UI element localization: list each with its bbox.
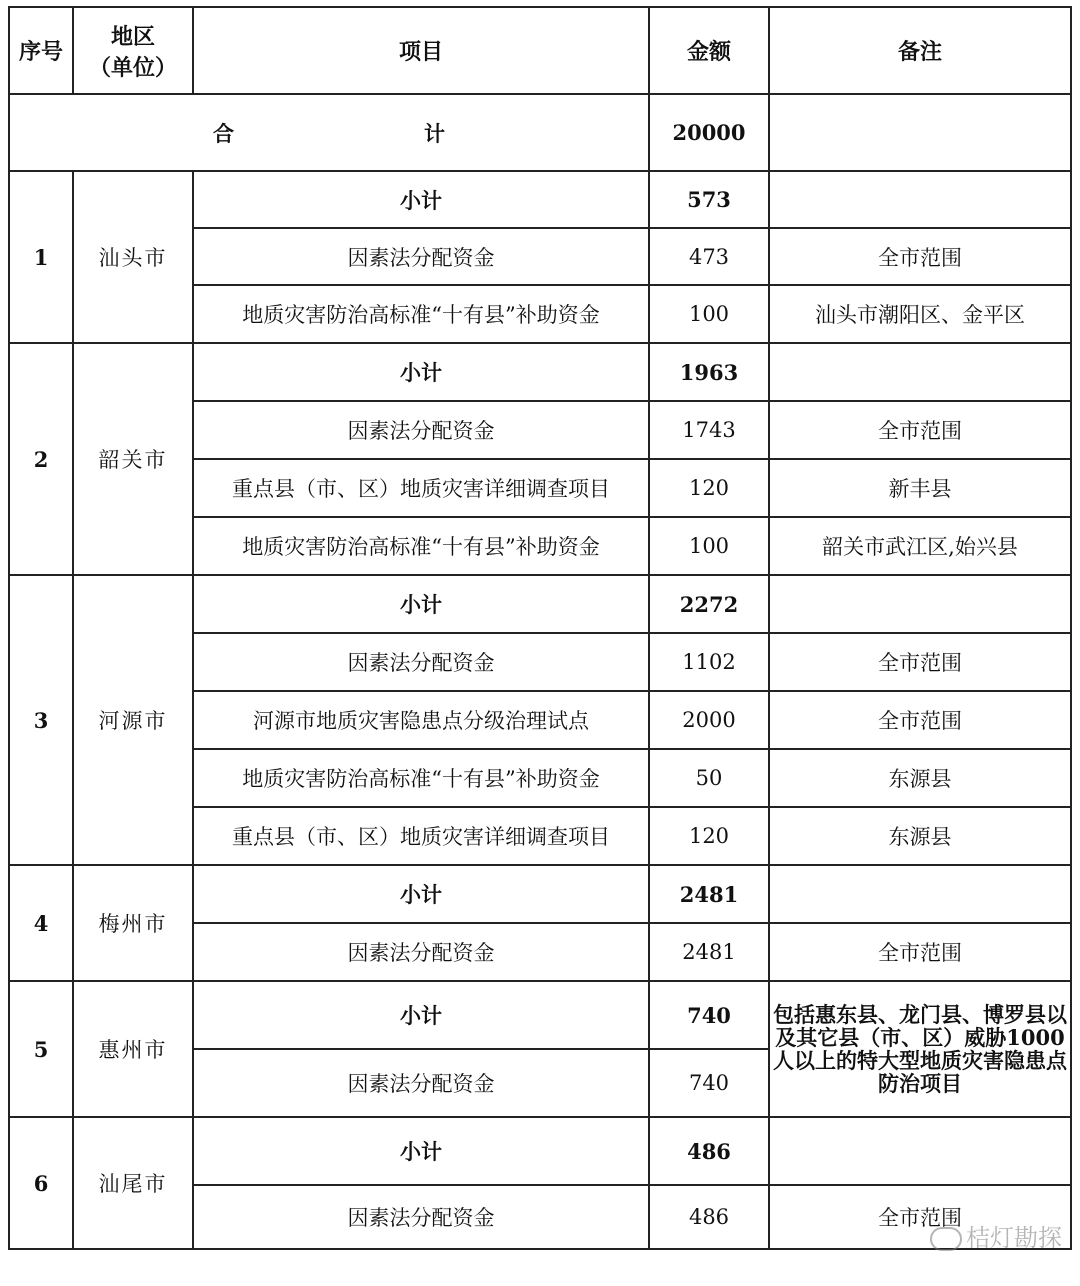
row-number: 4	[9, 865, 73, 981]
note-cell: 东源县	[769, 749, 1071, 807]
amount-cell: 2481	[649, 865, 769, 923]
item-cell: 小计	[193, 981, 649, 1049]
item-cell: 重点县（市、区）地质灾害详细调查项目	[193, 807, 649, 865]
total-note	[769, 94, 1071, 171]
item-cell: 小计	[193, 171, 649, 228]
total-label-b: 计	[424, 120, 445, 146]
amount-cell: 473	[649, 228, 769, 285]
total-row	[9, 94, 1071, 171]
item-cell: 因素法分配资金	[193, 228, 649, 285]
amount-cell: 100	[649, 517, 769, 575]
amount-cell: 2272	[649, 575, 769, 633]
note-cell: 全市范围	[769, 401, 1071, 459]
item-cell: 地质灾害防治高标准“十有县”补助资金	[193, 285, 649, 343]
note-cell	[769, 343, 1071, 401]
region-cell: 汕尾市	[73, 1117, 193, 1249]
item-cell: 地质灾害防治高标准“十有县”补助资金	[193, 517, 649, 575]
item-cell: 因素法分配资金	[193, 1049, 649, 1117]
amount-cell: 2000	[649, 691, 769, 749]
header-note: 备注	[769, 7, 1071, 94]
amount-cell: 486	[649, 1185, 769, 1249]
allocation-table	[8, 6, 1072, 1250]
header-region	[73, 7, 193, 94]
note-cell	[769, 1117, 1071, 1185]
header-region-line1: 地区	[110, 23, 155, 50]
table-row	[9, 343, 1071, 401]
note-cell	[769, 575, 1071, 633]
item-cell: 小计	[193, 343, 649, 401]
amount-cell: 100	[649, 285, 769, 343]
note-cell	[769, 865, 1071, 923]
watermark-text: 桔灯勘探	[966, 1224, 1062, 1252]
table-row	[9, 1117, 1071, 1185]
region-cell: 梅州市	[73, 865, 193, 981]
table-row	[9, 575, 1071, 633]
note-cell: 全市范围	[769, 691, 1071, 749]
header-row	[9, 7, 1071, 94]
item-cell: 重点县（市、区）地质灾害详细调查项目	[193, 459, 649, 517]
note-cell: 全市范围	[769, 228, 1071, 285]
amount-cell: 1102	[649, 633, 769, 691]
item-cell: 河源市地质灾害隐患点分级治理试点	[193, 691, 649, 749]
row-number: 6	[9, 1117, 73, 1249]
amount-cell: 486	[649, 1117, 769, 1185]
table-row	[9, 865, 1071, 923]
note-cell: 东源县	[769, 807, 1071, 865]
row-number: 2	[9, 343, 73, 575]
region-cell: 韶关市	[73, 343, 193, 575]
row-number: 1	[9, 171, 73, 343]
amount-cell: 50	[649, 749, 769, 807]
item-cell: 因素法分配资金	[193, 401, 649, 459]
item-cell: 小计	[193, 865, 649, 923]
region-cell: 惠州市	[73, 981, 193, 1117]
amount-cell: 120	[649, 459, 769, 517]
total-label	[9, 94, 649, 171]
header-amount: 金额	[649, 7, 769, 94]
item-cell: 小计	[193, 575, 649, 633]
amount-cell: 740	[649, 1049, 769, 1117]
amount-cell: 740	[649, 981, 769, 1049]
item-cell: 因素法分配资金	[193, 633, 649, 691]
amount-cell: 120	[649, 807, 769, 865]
item-cell: 小计	[193, 1117, 649, 1185]
total-label-a: 合	[213, 120, 234, 146]
header-no: 序号	[9, 7, 73, 94]
item-cell: 地质灾害防治高标准“十有县”补助资金	[193, 749, 649, 807]
row-number: 5	[9, 981, 73, 1117]
note-cell: 全市范围	[769, 923, 1071, 981]
amount-cell: 1963	[649, 343, 769, 401]
header-item: 项目	[193, 7, 649, 94]
table-row	[9, 171, 1071, 228]
region-cell: 河源市	[73, 575, 193, 865]
watermark	[930, 1218, 1062, 1253]
note-cell: 全市范围	[769, 1185, 1071, 1249]
row-number: 3	[9, 575, 73, 865]
note-cell: 全市范围	[769, 633, 1071, 691]
amount-cell: 573	[649, 171, 769, 228]
note-cell: 新丰县	[769, 459, 1071, 517]
item-cell: 因素法分配资金	[193, 923, 649, 981]
item-cell: 因素法分配资金	[193, 1185, 649, 1249]
table-row	[9, 981, 1071, 1049]
header-region-line2: （单位）	[88, 54, 177, 81]
wechat-icon	[930, 1227, 962, 1251]
total-amount: 20000	[649, 94, 769, 171]
amount-cell: 2481	[649, 923, 769, 981]
note-cell	[769, 171, 1071, 228]
note-cell: 汕头市潮阳区、金平区	[769, 285, 1071, 343]
note-cell: 韶关市武江区,始兴县	[769, 517, 1071, 575]
amount-cell: 1743	[649, 401, 769, 459]
region-cell: 汕头市	[73, 171, 193, 343]
note-cell-merged: 包括惠东县、龙门县、博罗县以及其它县（市、区）威胁1000人以上的特大型地质灾害隐患点防治项目	[769, 981, 1071, 1117]
